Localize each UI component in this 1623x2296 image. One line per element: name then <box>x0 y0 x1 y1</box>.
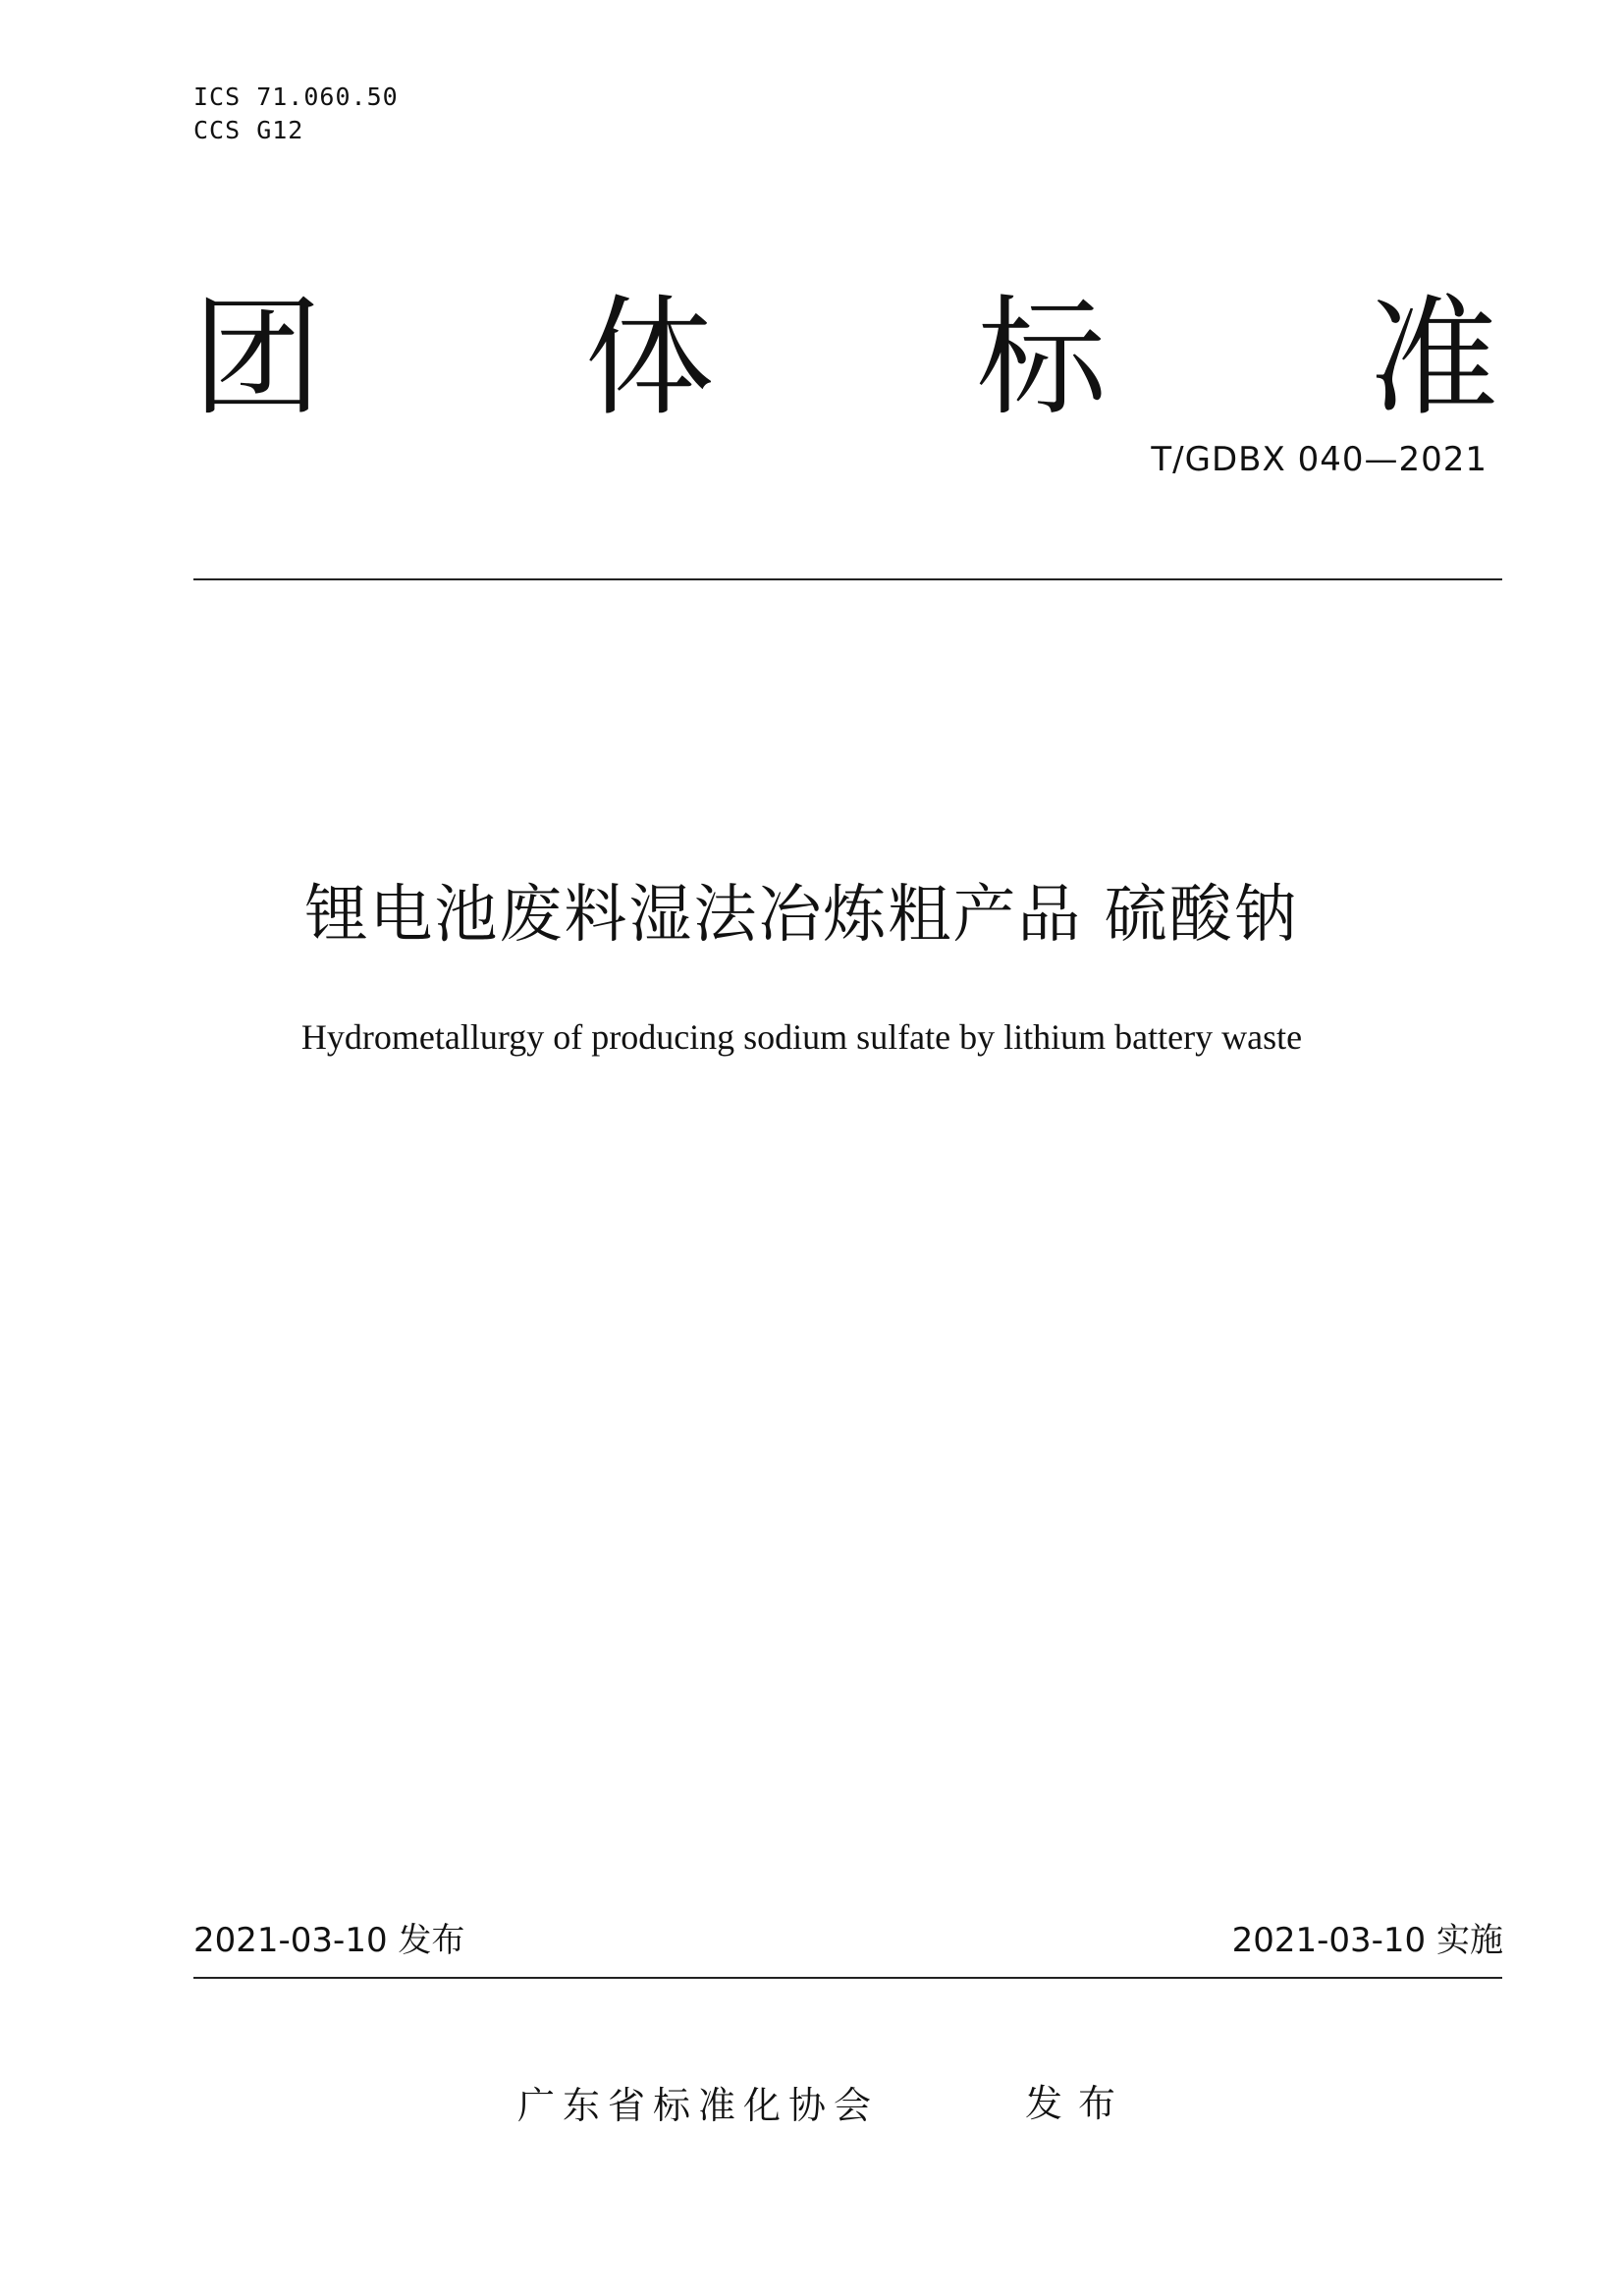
document-title-english: Hydrometallurgy of producing sodium sulfate by lithium battery waste <box>300 1017 1303 1057</box>
publisher-name: 广东省标准化协会 <box>517 2084 880 2127</box>
heading-char-4: 准 <box>1368 283 1498 434</box>
top-divider <box>193 578 1502 580</box>
classification-codes <box>193 81 399 147</box>
standard-number: T/GDBX 040—2021 <box>1151 440 1488 479</box>
heading-char-2: 体 <box>584 283 715 434</box>
document-title-chinese: 锂电池废料湿法冶炼粗产品 硫酸钠 <box>304 879 1299 952</box>
heading-char-3: 标 <box>976 283 1107 434</box>
ics-code: ICS 71.060.50 <box>193 82 399 111</box>
effective-date: 2021-03-10 实施 <box>1231 1921 1503 1960</box>
heading-char-1: 团 <box>192 283 322 434</box>
bottom-divider <box>193 1977 1502 1979</box>
ccs-code: CCS G12 <box>193 116 304 144</box>
issue-date: 2021-03-10 发布 <box>193 1921 465 1960</box>
publisher-action: 发布 <box>1025 2082 1132 2125</box>
standard-type-heading <box>192 285 1498 432</box>
